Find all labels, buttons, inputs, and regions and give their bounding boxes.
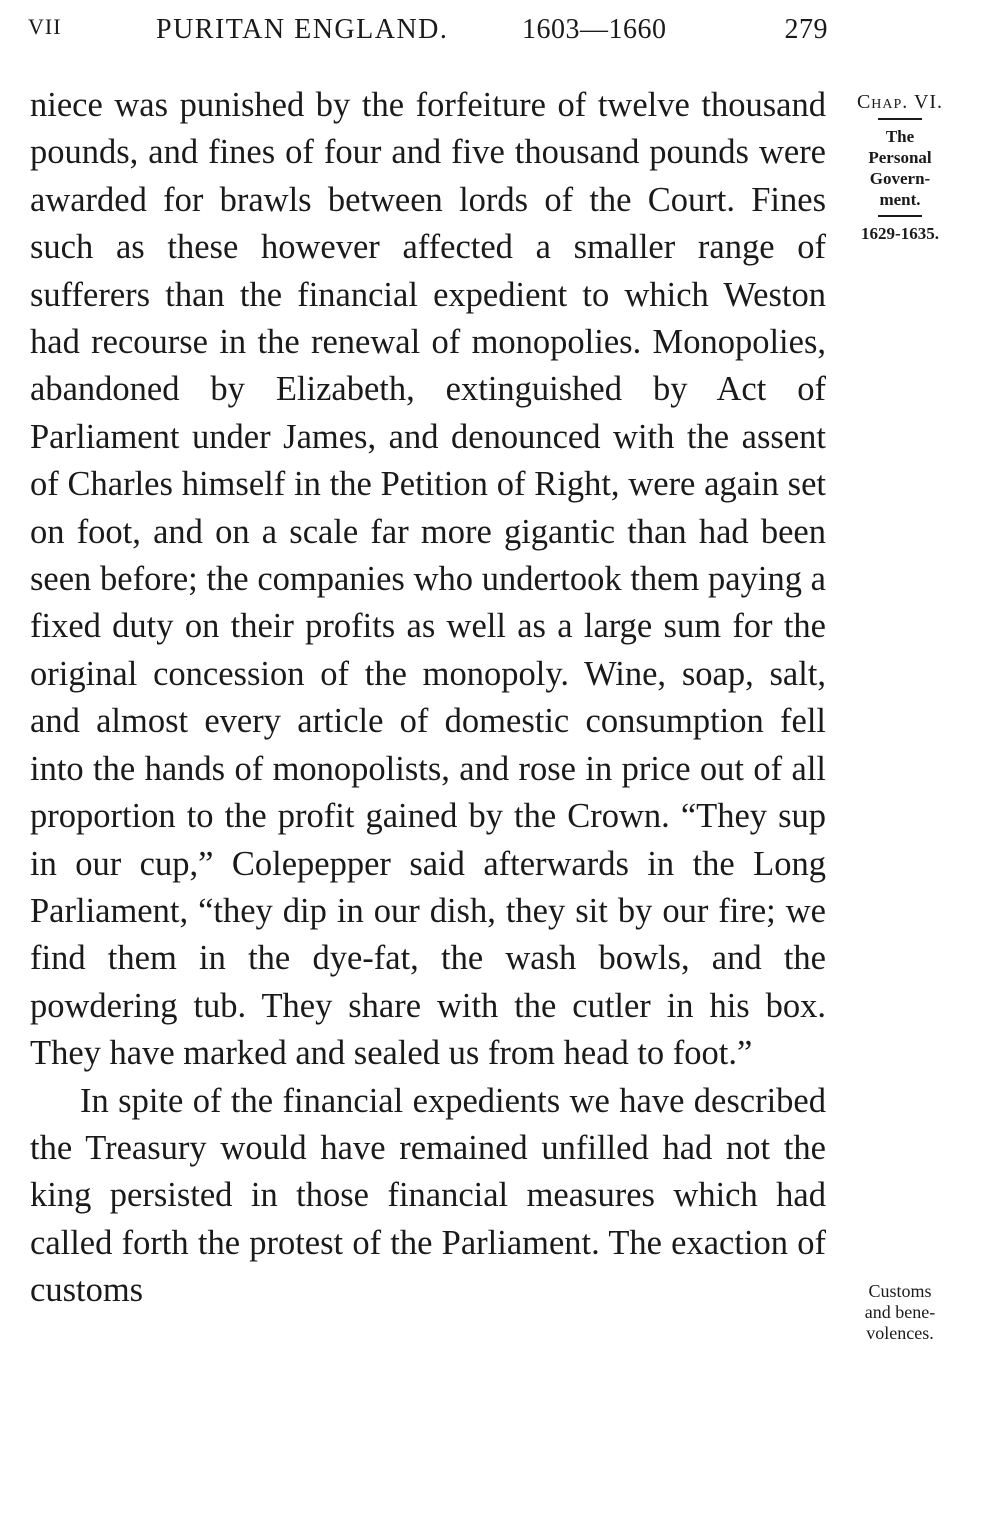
book-title: PURITAN ENGLAND. bbox=[156, 14, 449, 45]
date-span: 1603—1660 bbox=[522, 14, 667, 45]
running-head bbox=[28, 14, 828, 54]
paragraph: niece was punished by the forfeiture of twelve thousand pounds, and fines of four and five thousand pounds were awarded for brawls between lords of the Court. Fines such as these however affected a smaller range of sufferers than the financial expedient to which Weston had recourse in the renewal of monopolies. Monopolies, abandoned by Elizabeth, extinguished by Act of Parliament under James, and denounced with the assent of Charles himself in the Petition of Right, were again set on foot, and on a scale far more gigantic than had been seen before; the companies who undertook them paying a fixed duty on their profits as well as a large sum for the original concession of the monopoly. Wine, soap, salt, and almost every article of domestic consumption fell into the hands of monopolists, and rose in price out of all proportion to the profit gained by the Crown. “They sup in our cup,” Colepepper said afterwards in the Long Parliament, “they dip in our dish, they sit by our fire; we find them in the dye-fat, the wash bowls, and the powdering tub. They share with the cutler in his box. They have marked and sealed us from head to foot.” bbox=[30, 86, 826, 1073]
sidenote-customs bbox=[838, 1281, 962, 1344]
sidenote-customs-line: Customs bbox=[868, 1281, 932, 1301]
paragraph: In spite of the financial expedients we have described the Treasury would have remained unfilled had not the king persisted in those financial measures which had called forth the protest of the Parliament. The exaction of customs bbox=[30, 1081, 826, 1310]
sidenote-rule bbox=[878, 118, 922, 120]
sidenote-customs-line: volences. bbox=[866, 1323, 934, 1343]
sidenote-chapter bbox=[838, 92, 962, 244]
sidenote-title-line: Personal bbox=[868, 148, 932, 167]
sidenote-date-range: 1629-1635. bbox=[861, 224, 939, 243]
page-number: 279 bbox=[784, 14, 828, 45]
sidenote-title-line: Govern- bbox=[869, 169, 931, 188]
main-text bbox=[30, 82, 826, 1315]
chapter-number: VII bbox=[28, 14, 62, 39]
sidenote-customs-line: and bene- bbox=[864, 1302, 936, 1322]
sidenote-title-line: ment. bbox=[879, 190, 921, 209]
sidenote-chapter-label: Chap. VI. bbox=[856, 91, 944, 113]
sidenote-title-line: The bbox=[885, 127, 915, 146]
sidenote-rule bbox=[878, 215, 922, 217]
